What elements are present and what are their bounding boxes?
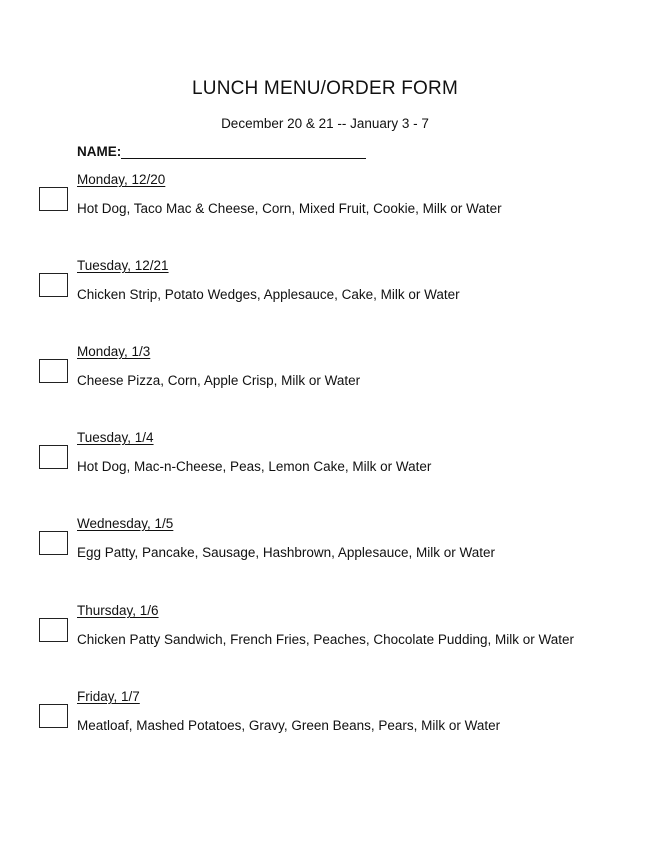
day-label: Monday, 12/20 bbox=[77, 172, 166, 187]
day-menu-items: Cheese Pizza, Corn, Apple Crisp, Milk or Water bbox=[77, 373, 361, 388]
day-menu-items: Hot Dog, Taco Mac & Cheese, Corn, Mixed Fruit, Cookie, Milk or Water bbox=[77, 201, 502, 216]
menu-day bbox=[0, 689, 650, 749]
day-label: Monday, 1/3 bbox=[77, 344, 151, 359]
date-range-subtitle: December 20 & 21 -- January 3 - 7 bbox=[221, 116, 429, 131]
name-field-line[interactable] bbox=[121, 144, 366, 159]
day-label: Thursday, 1/6 bbox=[77, 603, 159, 618]
menu-day bbox=[0, 172, 650, 232]
day-label: Tuesday, 1/4 bbox=[77, 430, 154, 445]
day-menu-items: Chicken Strip, Potato Wedges, Applesauce, Cake, Milk or Water bbox=[77, 287, 460, 302]
order-checkbox[interactable] bbox=[39, 359, 68, 383]
order-checkbox[interactable] bbox=[39, 618, 68, 642]
order-checkbox[interactable] bbox=[39, 531, 68, 555]
order-checkbox[interactable] bbox=[39, 704, 68, 728]
page-title: LUNCH MENU/ORDER FORM bbox=[192, 78, 458, 99]
day-label: Friday, 1/7 bbox=[77, 689, 140, 704]
menu-day bbox=[0, 430, 650, 490]
menu-day bbox=[0, 344, 650, 404]
day-label: Tuesday, 12/21 bbox=[77, 258, 169, 273]
menu-day bbox=[0, 603, 650, 663]
day-menu-items: Chicken Patty Sandwich, French Fries, Peaches, Chocolate Pudding, Milk or Water bbox=[77, 632, 574, 647]
order-checkbox[interactable] bbox=[39, 445, 68, 469]
day-label: Wednesday, 1/5 bbox=[77, 516, 174, 531]
order-checkbox[interactable] bbox=[39, 187, 68, 211]
day-menu-items: Egg Patty, Pancake, Sausage, Hashbrown, Applesauce, Milk or Water bbox=[77, 545, 495, 560]
menu-day bbox=[0, 258, 650, 318]
order-checkbox[interactable] bbox=[39, 273, 68, 297]
day-menu-items: Hot Dog, Mac-n-Cheese, Peas, Lemon Cake, Milk or Water bbox=[77, 459, 432, 474]
day-menu-items: Meatloaf, Mashed Potatoes, Gravy, Green Beans, Pears, Milk or Water bbox=[77, 718, 501, 733]
name-label: NAME: bbox=[77, 144, 122, 159]
menu-day bbox=[0, 516, 650, 576]
name-row bbox=[77, 144, 366, 159]
